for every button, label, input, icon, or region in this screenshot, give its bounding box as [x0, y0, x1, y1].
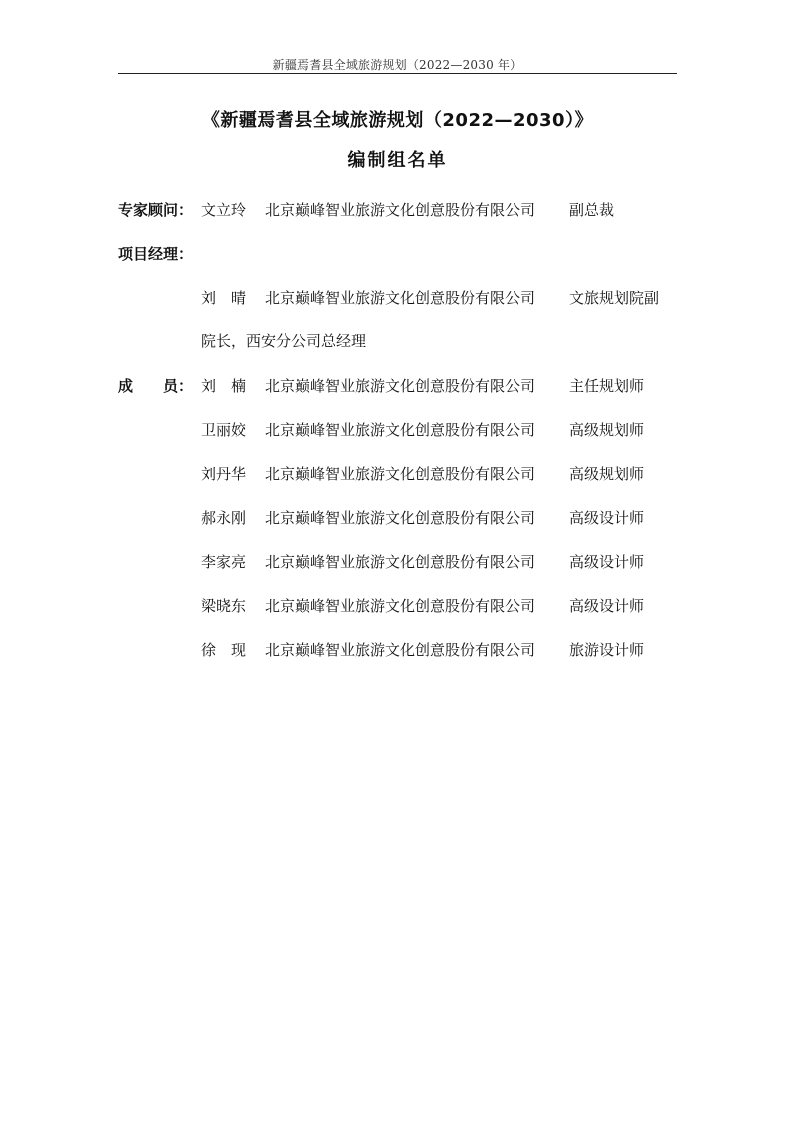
member-row [0, 507, 793, 529]
member-row [0, 463, 793, 485]
member-name: 徐 现 [201, 641, 247, 659]
member-role: 高级规划师 [569, 421, 645, 439]
manager-row [0, 287, 793, 309]
advisor-role: 副总裁 [569, 201, 615, 219]
advisor-name: 文立玲 [201, 201, 247, 219]
member-role: 高级规划师 [569, 465, 645, 483]
member-row [0, 595, 793, 617]
member-org: 北京巅峰智业旅游文化创意股份有限公司 [265, 465, 536, 483]
manager-label: 项目经理： [118, 245, 194, 263]
member-org: 北京巅峰智业旅游文化创意股份有限公司 [265, 509, 536, 527]
header-rule [118, 73, 677, 74]
member-name: 卫丽姣 [201, 421, 247, 439]
manager-role: 文旅规划院副 [569, 289, 660, 307]
member-name: 李家亮 [201, 553, 247, 571]
member-row [0, 419, 793, 441]
member-row [0, 639, 793, 661]
member-org: 北京巅峰智业旅游文化创意股份有限公司 [265, 553, 536, 571]
advisor-row [0, 199, 793, 221]
members-label-left: 成 [118, 377, 134, 395]
member-org: 北京巅峰智业旅游文化创意股份有限公司 [265, 597, 536, 615]
manager-role-continued: 院长，西安分公司总经理 [201, 332, 367, 350]
member-role: 旅游设计师 [569, 641, 645, 659]
member-role: 主任规划师 [569, 377, 645, 395]
member-name: 刘丹华 [201, 465, 247, 483]
member-org: 北京巅峰智业旅游文化创意股份有限公司 [265, 641, 536, 659]
manager-name: 刘 晴 [201, 289, 247, 307]
member-name: 刘 楠 [201, 377, 247, 395]
members-label-right: 员： [163, 377, 194, 395]
manager-org: 北京巅峰智业旅游文化创意股份有限公司 [265, 289, 536, 307]
member-name: 梁晓东 [201, 597, 247, 615]
member-row [0, 551, 793, 573]
member-name: 郝永刚 [201, 509, 247, 527]
member-org: 北京巅峰智业旅游文化创意股份有限公司 [265, 421, 536, 439]
member-org: 北京巅峰智业旅游文化创意股份有限公司 [265, 377, 536, 395]
advisor-label: 专家顾问： [118, 201, 194, 219]
member-role: 高级设计师 [569, 597, 645, 615]
member-role: 高级设计师 [569, 509, 645, 527]
document-title: 《新疆焉耆县全域旅游规划（2022—2030）》 [201, 110, 594, 131]
member-role: 高级设计师 [569, 553, 645, 571]
advisor-org: 北京巅峰智业旅游文化创意股份有限公司 [265, 201, 536, 219]
running-header: 新疆焉耆县全域旅游规划（2022—2030 年） [272, 58, 523, 72]
document-subtitle: 编制组名单 [347, 150, 448, 171]
member-row [0, 375, 793, 397]
